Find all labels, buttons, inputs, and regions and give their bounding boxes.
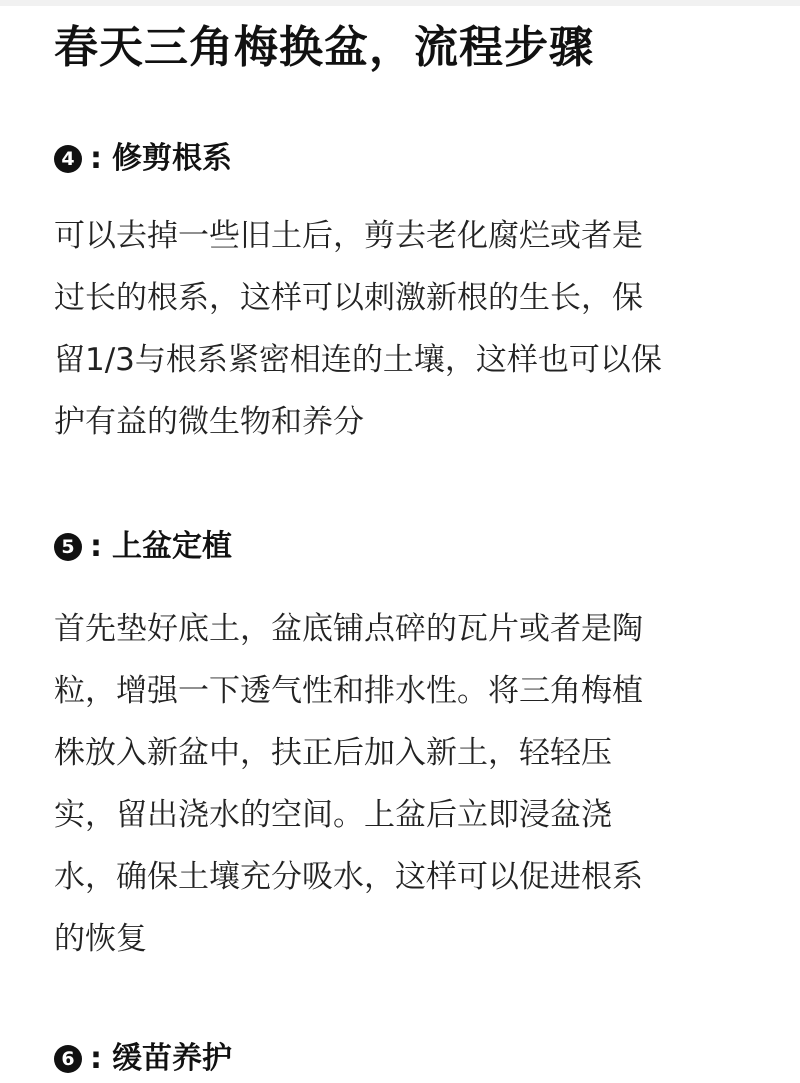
paragraph-line: 过长的根系，这样可以刺激新根的生长，保 bbox=[54, 280, 643, 316]
step-number-badge: 4 bbox=[54, 145, 82, 173]
paragraph-line: 粒，增强一下透气性和排水性。将三角梅植 bbox=[54, 673, 643, 709]
step-heading bbox=[54, 136, 754, 182]
article-title: 春天三角梅换盆，流程步骤 bbox=[54, 22, 594, 73]
step-heading bbox=[54, 524, 754, 570]
step-heading bbox=[54, 1036, 754, 1082]
step-number-badge: 6 bbox=[54, 1045, 82, 1073]
step-4 bbox=[54, 136, 754, 453]
paragraph-line: 可以去掉一些旧土后，剪去老化腐烂或者是 bbox=[54, 218, 643, 254]
step-number-badge: 5 bbox=[54, 533, 82, 561]
paragraph-line: 留1/3与根系紧密相连的土壤，这样也可以保 bbox=[54, 342, 662, 378]
step-title: 上盆定植 bbox=[112, 529, 232, 564]
step-separator: : bbox=[90, 529, 102, 564]
paragraph-line: 水，确保土壤充分吸水，这样可以促进根系 bbox=[54, 859, 643, 895]
step-paragraph bbox=[54, 205, 754, 453]
step-6 bbox=[54, 1036, 754, 1082]
step-5 bbox=[54, 524, 754, 970]
paragraph-line: 护有益的微生物和养分 bbox=[54, 404, 364, 440]
step-title: 缓苗养护 bbox=[112, 1041, 232, 1076]
step-separator: : bbox=[90, 141, 102, 176]
paragraph-line: 实，留出浇水的空间。上盆后立即浸盆浇 bbox=[54, 797, 612, 833]
paragraph-line: 株放入新盆中，扶正后加入新土，轻轻压 bbox=[54, 735, 612, 771]
paragraph-line: 的恢复 bbox=[54, 921, 147, 957]
top-divider bbox=[0, 0, 800, 6]
paragraph-line: 首先垫好底土，盆底铺点碎的瓦片或者是陶 bbox=[54, 611, 643, 647]
step-paragraph bbox=[54, 598, 754, 970]
step-title: 修剪根系 bbox=[112, 141, 232, 176]
step-separator: : bbox=[90, 1041, 102, 1076]
